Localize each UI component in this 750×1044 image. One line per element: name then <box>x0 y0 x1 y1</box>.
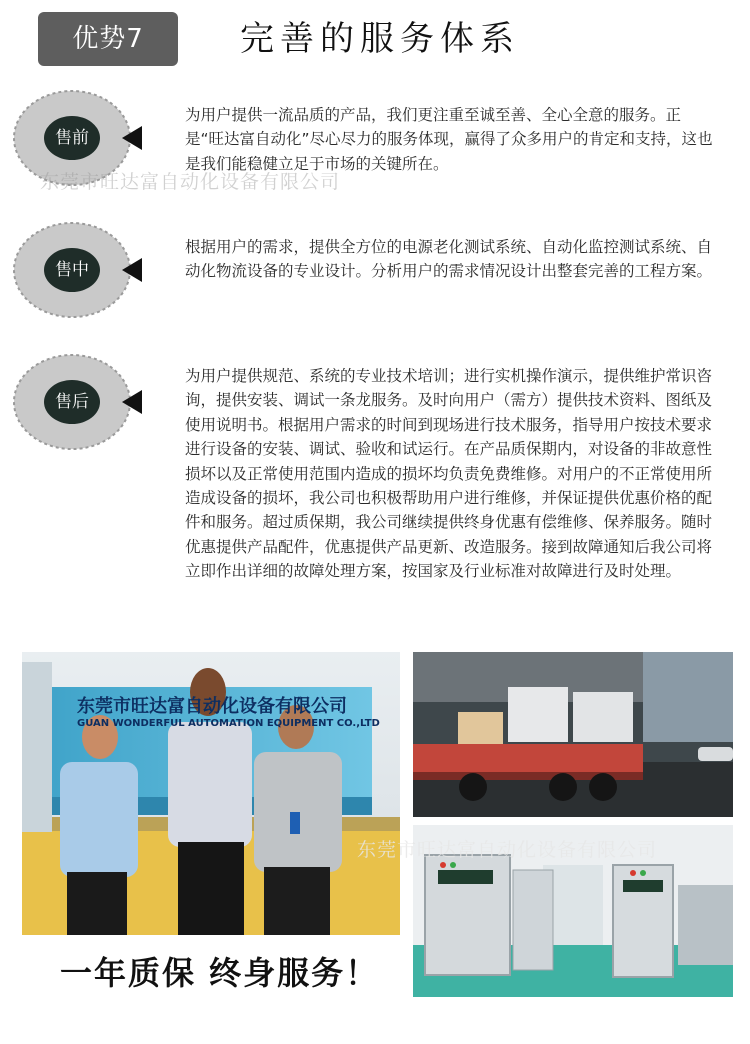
pre-sale-text: 为用户提供一流品质的产品，我们更注重至诚至善、全心全意的服务。正是“旺达富自动化”尽心尽力的服务体现，赢得了众多用户的肯定和支持，这也是我们能稳健立足于市场的关键所在。 <box>185 106 713 173</box>
page-title: 完善的服务体系 <box>240 19 520 59</box>
stage-label-after-sale: 售后 <box>55 392 89 412</box>
tagline: 一年质保 终身服务！ <box>60 954 380 992</box>
after-sale-text: 为用户提供规范、系统的专业技术培训；进行实机操作演示，提供维护常识咨询，提供安装、调试一条龙服务。及时向用户（需方）提供技术资料、图纸及使用说明书。根据用户需求的时间到现场进行技术服务，指导用户按技术要求进行设备的安装、调试、验收和试运行。在产品质保期内，对设备的非故意性损坏以及正常使用范围内造成的损坏均负责免费维修。对用户的不正常使用所造成设备的损坏，我公司也积极帮助用户进行维修，并保证提供优惠价格的配件和服务。超过质保期，我公司继续提供终身优惠有偿维修、保养服务。随时优惠提供产品配件，优惠提供产品更新、改造服务。接到故障通知后我公司将立即作出详细的故障处理方案，按国家及行业标准对故障进行及时处理。 <box>185 367 713 581</box>
watermark-top: 东莞市旺达富自动化设备有限公司 <box>40 171 341 193</box>
pointer-arrow-icon <box>122 126 142 150</box>
truck-photo <box>413 652 733 817</box>
office-sign-en: GUAN WONDERFUL AUTOMATION EQUIPMENT CO.,LTD <box>77 718 380 729</box>
stage-label-pre-sale: 售前 <box>55 128 89 148</box>
office-photo <box>22 652 400 935</box>
in-sale-text: 根据用户的需求，提供全方位的电源老化测试系统、自动化监控测试系统、自动化物流设备的专业设计。分析用户的需求情况设计出整套完善的工程方案。 <box>185 238 713 281</box>
watermark-photo: 东莞市旺达富自动化设备有限公司 <box>357 839 658 861</box>
stage-label-in-sale: 售中 <box>55 260 89 280</box>
section-badge: 优势7 <box>38 12 178 66</box>
office-sign-cn: 东莞市旺达富自动化设备有限公司 <box>77 696 347 717</box>
pointer-arrow-icon <box>122 390 142 414</box>
pointer-arrow-icon <box>122 258 142 282</box>
